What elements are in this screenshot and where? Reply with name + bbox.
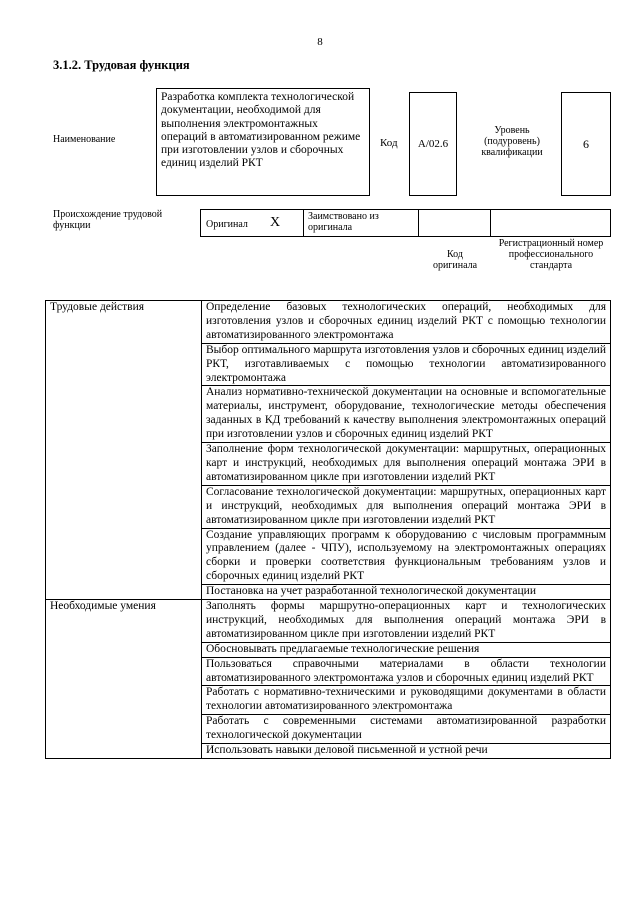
code-value: А/02.6 xyxy=(417,138,449,150)
original-mark: X xyxy=(270,215,281,230)
table-cell: Работать с современными системами автоматизированной разработки технологической документации xyxy=(202,715,611,744)
table-cell: Заполнение форм технологической документации: маршрутных, операционных карт и инструкций, необходимых для выполнения операций монтажа ЭРИ в автоматизированном цикле при изготовлении изделий РКТ xyxy=(202,443,611,486)
origin-divider xyxy=(303,209,304,237)
name-label: Наименование xyxy=(53,134,116,145)
borrowed-label: Заимствовано из оригинала xyxy=(308,211,379,233)
level-label: Уровень (подуровень) квалификации xyxy=(481,125,543,158)
function-name: Разработка комплекта технологической документации, необходимой для выполнения электромонтажных операций в автоматизированном режиме при изготовлении узлов и сборочных единиц изделий РКТ xyxy=(161,91,361,170)
table-cell: Выбор оптимального маршрута изготовления узлов и сборочных единиц изделий РКТ, изготавливаемых с помощью технологии автоматизированного электромонтажа xyxy=(202,343,611,386)
level-value-box xyxy=(561,92,611,196)
table-row xyxy=(46,301,611,344)
page-number: 8 xyxy=(317,36,323,48)
original-label: Оригинал xyxy=(206,219,248,230)
origin-label: Происхождение трудовой функции xyxy=(53,209,163,231)
table-cell: Постановка на учет разработанной технологической документации xyxy=(202,585,611,600)
table-cell: Согласование технологической документации: маршрутных, операционных карт и инструкций, необходимых для выполнения операций монтажа ЭРИ в автоматизированном цикле при изготовлении изделий РКТ xyxy=(202,485,611,528)
table-cell: Использовать навыки деловой письменной и устной речи xyxy=(202,744,611,759)
category-cell: Трудовые действия xyxy=(46,301,202,600)
origin-divider xyxy=(490,209,491,237)
table-row xyxy=(46,600,611,643)
category-cell: Необходимые умения xyxy=(46,600,202,759)
table-cell: Анализ нормативно-технической документации на основные и вспомогательные материалы, инструмент, оборудование, технологические методы обеспечения заданных в КД требований к качеству выполнения электромонтажных операций при изготовлении узлов и сборочных единиц изделий РКТ xyxy=(202,386,611,443)
table-cell: Обосновывать предлагаемые технологические решения xyxy=(202,642,611,657)
table-cell: Создание управляющих программ к оборудованию с числовым программным управлением (далее - ЧПУ), используемому на электромонтажных операциях сборки и проверки соответствия функциональным требованиям узлов и сборочных единиц изделий РКТ xyxy=(202,528,611,585)
table-cell: Определение базовых технологических операций, необходимых для изготовления узлов и сборочных единиц изделий РКТ с помощью технологии автоматизированного электромонтажа xyxy=(202,301,611,344)
origin-divider xyxy=(418,209,419,237)
level-value: 6 xyxy=(583,136,589,151)
code-original-caption: Код оригинала xyxy=(432,249,478,271)
function-name-box xyxy=(156,88,370,196)
function-table xyxy=(45,300,611,759)
table-cell: Пользоваться справочными материалами в области технологии автоматизированного электромонтажа узлов и сборочных единиц изделий РКТ xyxy=(202,657,611,686)
table-cell: Работать с нормативно-техническими и руководящими документами в области технологии автоматизированного электромонтажа xyxy=(202,686,611,715)
reg-number-caption: Регистрационный номер профессионального стандарта xyxy=(498,238,604,271)
code-value-box xyxy=(409,92,457,196)
table-cell: Заполнять формы маршрутно-операционных карт и технологических инструкций, необходимых для выполнения операций монтажа ЭРИ в автоматизированном цикле при изготовлении изделий РКТ xyxy=(202,600,611,643)
section-heading: 3.1.2. Трудовая функция xyxy=(53,58,190,72)
code-label: Код xyxy=(380,137,398,149)
